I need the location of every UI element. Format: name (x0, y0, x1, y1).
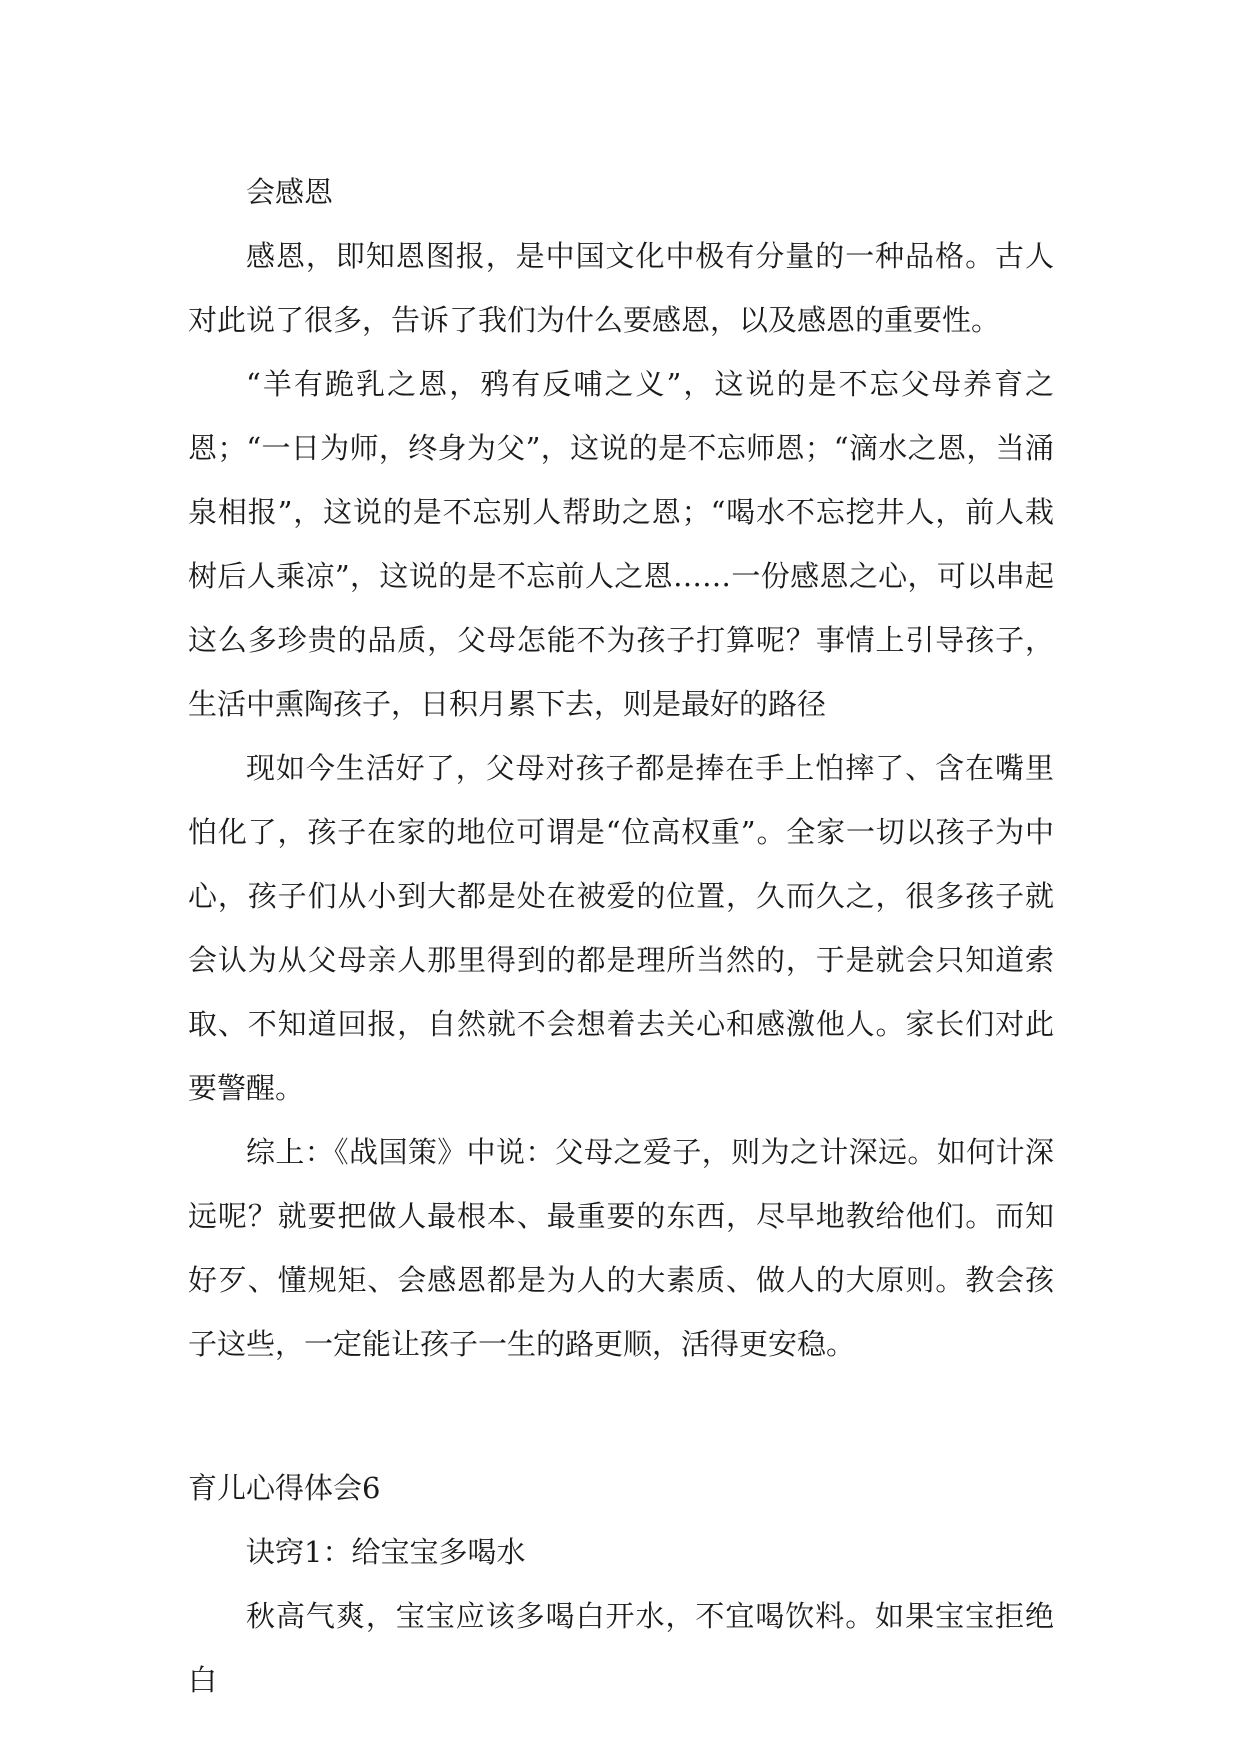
section-title: 育儿心得体会6 (188, 1471, 381, 1505)
paragraph-conclusion: 综上：《战国策》中说：父母之爱子，则为之计深远。如何计深远呢？就要把做人最根本、最重要的东西，尽早地教给他们。而知好歹、懂规矩、会感恩都是为人的大素质、做人的大原则。教会孩子这些，一定能让孩子一生的路更顺，活得更安稳。 (188, 1135, 1054, 1361)
paragraph-tip-water: 秋高气爽，宝宝应该多喝白开水，不宜喝饮料。如果宝宝拒绝白 (188, 1599, 1054, 1697)
paragraph-gratitude-quotes: “羊有跪乳之恩，鸦有反哺之义”，这说的是不忘父母养育之恩；“一日为师，终身为父”，这说的是不忘师恩；“滴水之恩，当涌泉相报”，这说的是不忘别人帮助之恩；“喝水不忘挖井人，前人栽树后人乘凉”，这说的是不忘前人之恩……一份感恩之心，可以串起这么多珍贵的品质，父母怎能不为孩子打算呢？事情上引导孩子，生活中熏陶孩子，日积月累下去，则是最好的路径 (188, 367, 1054, 721)
subheading-gratitude: 会感恩 (246, 175, 334, 209)
paragraph-gratitude-intro: 感恩，即知恩图报，是中国文化中极有分量的一种品格。古人对此说了很多，告诉了我们为什么要感恩，以及感恩的重要性。 (188, 239, 1054, 337)
tip-heading: 诀窍1：给宝宝多喝水 (246, 1535, 526, 1569)
paragraph-modern-life: 现如今生活好了，父母对孩子都是捧在手上怕摔了、含在嘴里怕化了，孩子在家的地位可谓是“位高权重”。全家一切以孩子为中心，孩子们从小到大都是处在被爱的位置，久而久之，很多孩子就会认为从父母亲人那里得到的都是理所当然的，于是就会只知道索取、不知道回报，自然就不会想着去关心和感激他人。家长们对此要警醒。 (188, 751, 1054, 1105)
document-page (188, 160, 1054, 1712)
